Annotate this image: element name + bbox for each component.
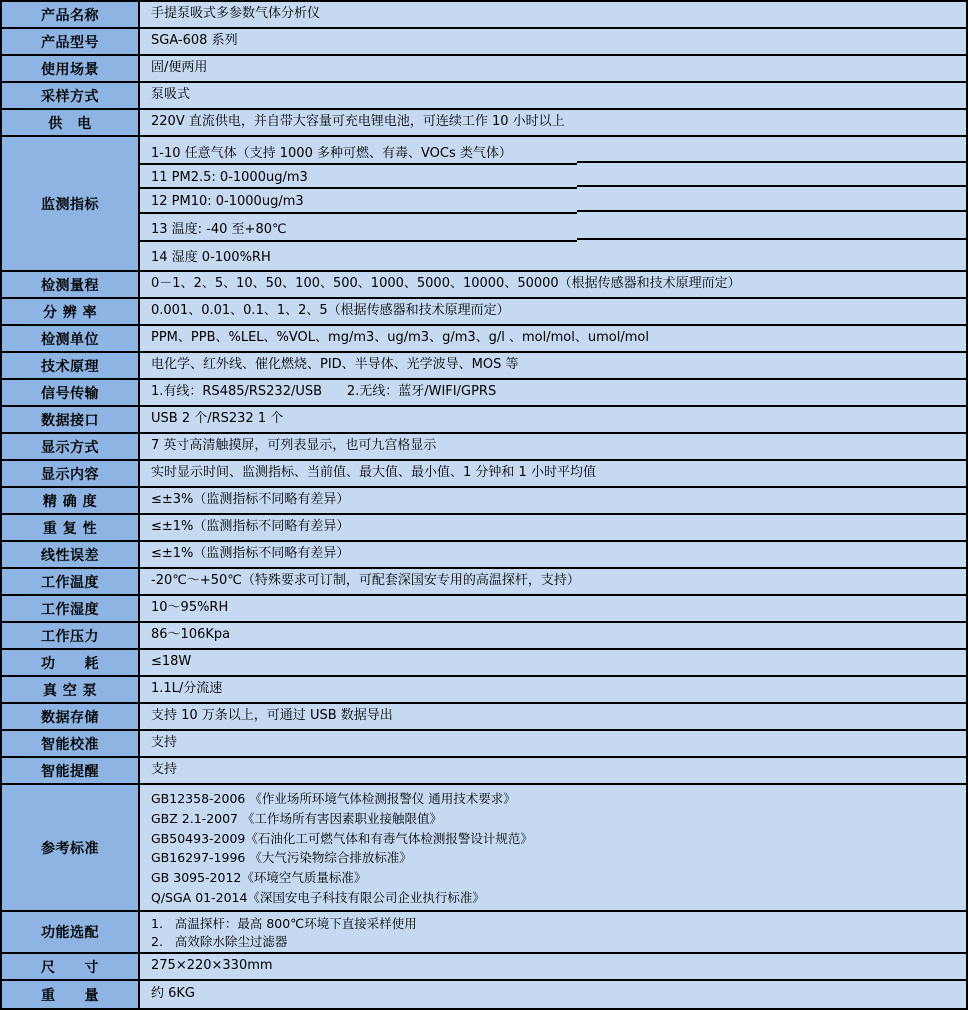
spec-label: 重 量 [2, 981, 140, 1008]
spec-value: 0.001、0.01、0.1、1、2、5（根据传感器和技术原理而定） [151, 303, 510, 319]
spec-value: 86～106Kpa [151, 627, 231, 643]
spec-value: -20℃～+50℃（特殊要求可订制，可配套深国安专用的高温探杆，支持） [151, 573, 580, 589]
spec-row [2, 954, 966, 981]
spec-row [2, 596, 966, 623]
spec-line: GB16297-1996 《大气污染物综合排放标准》 [151, 850, 412, 866]
spec-label: 参考标准 [2, 785, 140, 910]
spec-value: SGA-608 系列 [151, 33, 238, 49]
spec-label: 信号传输 [2, 380, 140, 405]
spec-value-multi [140, 785, 966, 910]
spec-value: 固/便两用 [151, 60, 208, 76]
spec-row [2, 110, 966, 137]
spec-subvalue: 1-10 任意气体（支持 1000 多种可燃、有毒、VOCs 类气体） [140, 137, 966, 165]
spec-line: Q/SGA 01-2014《深国安电子科技有限公司企业执行标准》 [151, 890, 485, 906]
spec-label: 检测单位 [2, 326, 140, 351]
spec-line: GBZ 2.1-2007 《工作场所有害因素职业接触限值》 [151, 810, 442, 826]
spec-value: 275×220×330mm [151, 958, 273, 974]
spec-label: 使用场景 [2, 56, 140, 81]
spec-subvalue: 11 PM2.5: 0-1000ug/m3 [140, 165, 966, 189]
spec-label: 线性误差 [2, 542, 140, 567]
spec-row [2, 515, 966, 542]
spec-label: 供 电 [2, 110, 140, 135]
spec-label: 工作压力 [2, 623, 140, 648]
spec-row [2, 677, 966, 704]
spec-value: 支持 [151, 735, 178, 751]
spec-row [2, 981, 966, 1008]
spec-value: 电化学、红外线、催化燃烧、PID、半导体、光学波导、MOS 等 [151, 357, 519, 373]
spec-row [2, 461, 966, 488]
spec-value: 10～95%RH [151, 600, 229, 616]
spec-line: GB50493-2009《石油化工可燃气体和有毒气体检测报警设计规范》 [151, 830, 533, 846]
spec-row [2, 326, 966, 353]
spec-subvalue: 14 湿度 0-100%RH [151, 250, 271, 266]
spec-label: 产品型号 [2, 29, 140, 54]
spec-value: 支持 10 万条以上，可通过 USB 数据导出 [151, 708, 393, 724]
spec-value: ≤±3%（监测指标不同略有差异） [151, 492, 350, 508]
spec-label: 数据存储 [2, 704, 140, 729]
spec-row [2, 488, 966, 515]
spec-row [2, 912, 966, 954]
spec-value: USB 2 个/RS232 1 个 [151, 411, 284, 427]
spec-line: 2. 高效除水除尘过滤器 [151, 934, 288, 949]
spec-value: 0－1、2、5、10、50、100、500、1000、5000、10000、50000（根据传感器和技术原理而定） [151, 276, 741, 292]
spec-row [2, 758, 966, 785]
spec-value: ≤±1%（监测指标不同略有差异） [151, 519, 350, 535]
spec-row [2, 137, 966, 272]
spec-value: 约 6KG [151, 986, 196, 1002]
spec-line: GB12358-2006 《作业场所环境气体检测报警仪 通用技术要求》 [151, 790, 516, 806]
spec-row [2, 83, 966, 110]
spec-value: 实时显示时间、监测指标、当前值、最大值、最小值、1 分钟和 1 小时平均值 [151, 465, 596, 481]
spec-row [2, 704, 966, 731]
spec-row [2, 380, 966, 407]
spec-row [2, 299, 966, 326]
spec-label: 工作温度 [2, 569, 140, 594]
spec-row [2, 29, 966, 56]
spec-subvalue: 12 PM10: 0-1000ug/m3 [140, 189, 966, 213]
spec-value: 泵吸式 [151, 87, 191, 103]
spec-value: 手提泵吸式多参数气体分析仪 [151, 6, 321, 22]
spec-label: 技术原理 [2, 353, 140, 378]
spec-row [2, 650, 966, 677]
spec-row [2, 56, 966, 83]
spec-label: 真 空 泵 [2, 677, 140, 702]
spec-label: 精 确 度 [2, 488, 140, 513]
spec-label: 显示内容 [2, 461, 140, 486]
spec-row [2, 542, 966, 569]
spec-line: 1. 高温探杆：最高 800℃环境下直接采样使用 [151, 916, 417, 931]
spec-row [2, 2, 966, 29]
spec-label: 智能校准 [2, 731, 140, 756]
spec-label: 数据接口 [2, 407, 140, 432]
spec-label: 分 辨 率 [2, 299, 140, 324]
spec-label: 重 复 性 [2, 515, 140, 540]
spec-row [2, 434, 966, 461]
spec-label: 尺 寸 [2, 954, 140, 979]
spec-row [2, 785, 966, 912]
spec-row [2, 353, 966, 380]
spec-value: 1.1L/分流速 [151, 681, 223, 697]
spec-label: 工作湿度 [2, 596, 140, 621]
spec-value: 7 英寸高清触摸屏，可列表显示，也可九宫格显示 [151, 438, 437, 454]
spec-label: 功能选配 [2, 912, 140, 952]
spec-label: 智能提醒 [2, 758, 140, 783]
spec-row [2, 731, 966, 758]
spec-row [2, 623, 966, 650]
spec-row [2, 407, 966, 434]
spec-label: 采样方式 [2, 83, 140, 108]
spec-label: 功 耗 [2, 650, 140, 675]
spec-label: 产品名称 [2, 2, 140, 27]
spec-value: ≤±1%（监测指标不同略有差异） [151, 546, 350, 562]
spec-value-multi [140, 912, 966, 952]
spec-row [2, 569, 966, 596]
spec-row [2, 272, 966, 299]
spec-label: 监测指标 [2, 137, 140, 270]
spec-value: 支持 [151, 762, 178, 778]
spec-subvalue: 13 温度: -40 至+80℃ [140, 214, 966, 242]
spec-value: PPM、PPB、%LEL、%VOL、mg/m3、ug/m3、g/m3、g/l 、mol/mol、umol/mol [151, 330, 649, 346]
spec-line: GB 3095-2012《环境空气质量标准》 [151, 870, 367, 886]
spec-label: 检测量程 [2, 272, 140, 297]
spec-value-stack [140, 137, 966, 270]
spec-value: ≤18W [151, 654, 192, 670]
spec-label: 显示方式 [2, 434, 140, 459]
spec-value: 1.有线：RS485/RS232/USB 2.无线：蓝牙/WIFI/GPRS [151, 384, 497, 400]
spec-value: 220V 直流供电，并自带大容量可充电锂电池，可连续工作 10 小时以上 [151, 114, 565, 130]
